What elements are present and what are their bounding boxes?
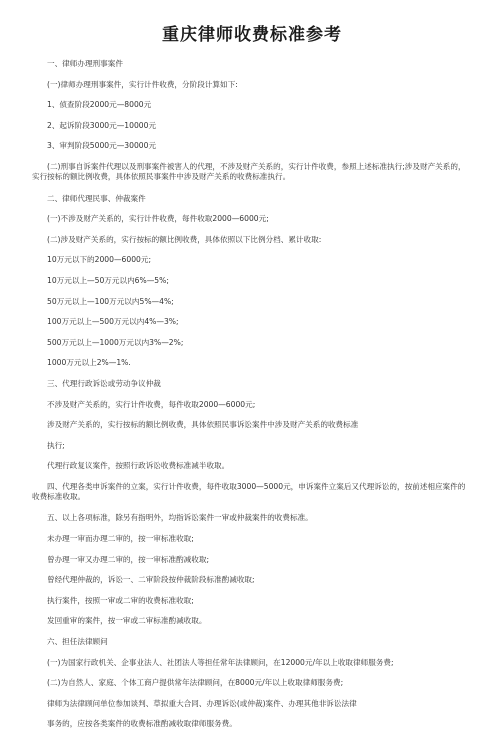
paragraph: 曾办理一审又办理二审的，按一审标准酌减收取; [47, 554, 210, 564]
paragraph: 执行案件，按照一审或二审的收费标准收取; [47, 595, 194, 605]
paragraph: 3、审判阶段5000元—30000元 [47, 141, 157, 151]
paragraph: 四、代理各类申诉案件的立案，实行计件收费，每件收取3000—5000元，申诉案件立案后又代理诉讼的，按前述相应案件的收费标准收取。 [32, 481, 466, 502]
paragraph: 10万元以上—50万元以内6%—5%; [47, 275, 169, 285]
paragraph: 事务的，应按各类案件的收费标准酌减收取律师服务费。 [47, 719, 237, 729]
paragraph: 不涉及财产关系的，实行计件收费，每件收取2000—6000元; [47, 399, 256, 409]
paragraph: 1、侦查阶段2000元—8000元 [47, 100, 152, 110]
paragraph: 执行; [47, 440, 65, 450]
paragraph: (二)刑事自诉案件代理以及刑事案件被害人的代理，不涉及财产关系的，实行计件收费，参照上述标准执行;涉及财产关系的，实行按标的额比例收费，具体依照民事案件中涉及财产关系的收费标准执行。 [32, 161, 466, 182]
paragraph: (二)为自然人、家庭、个体工商户提供常年法律顾问，在8000元/年以上收取律师服务费; [47, 678, 344, 688]
paragraph: 涉及财产关系的，实行按标的额比例收费，具体依照民事诉讼案件中涉及财产关系的收费标准 [47, 420, 359, 430]
section-heading: 一、律师办理刑事案件 [47, 59, 123, 68]
paragraph: 500万元以上—1000万元以内3%—2%; [47, 337, 184, 347]
paragraph: 10万元以下的2000—6000元; [47, 255, 152, 265]
section-heading: 三、代理行政诉讼或劳动争议仲裁 [47, 378, 161, 388]
paragraph: 2、起诉阶段3000元—10000元 [47, 120, 157, 130]
paragraph: 律师为法律顾问单位参加谈判、草拟重大合同、办理诉讼(或仲裁)案件、办理其他非诉讼法律 [47, 698, 357, 708]
paragraph: (二)涉及财产关系的，实行按标的额比例收费，具体依照以下比例分档、累计收取: [47, 234, 322, 244]
paragraph: 代理行政复议案件，按照行政诉讼收费标准减半收取。 [47, 461, 230, 471]
section-heading: 六、担任法律顾问 [47, 637, 108, 647]
paragraph: 100万元以上—500万元以内4%—3%; [47, 317, 179, 327]
document-body [32, 59, 472, 729]
paragraph: 1000万元以上2%—1%. [47, 358, 131, 368]
paragraph: 五、以上各项标准，除另有指明外，均指诉讼案件一审或仲裁案件的收费标准。 [47, 513, 313, 523]
paragraph: (一)律师办理刑事案件，实行计件收费，分阶段计算如下: [47, 79, 238, 89]
paragraph: 曾经代理仲裁的，诉讼一、二审阶段按仲裁阶段标准酌减收取; [47, 575, 255, 585]
section-heading: 二、律师代理民事、仲裁案件 [47, 193, 146, 203]
paragraph: 50万元以上—100万元以内5%—4%; [47, 296, 174, 306]
paragraph: 未办理一审而办理二审的，按一审标准收取; [47, 534, 194, 544]
paragraph: (一)为国家行政机关、企事业法人、社团法人等担任常年法律顾问，在12000元/年以上收取律师服务费; [47, 657, 394, 667]
paragraph: 发回重审的案件，按一审或二审标准酌减收取。 [47, 616, 207, 626]
paragraph: (一)不涉及财产关系的，实行计件收费，每件收取2000—6000元; [47, 214, 269, 224]
document-title: 重庆律师收费标准参考 [162, 25, 342, 45]
